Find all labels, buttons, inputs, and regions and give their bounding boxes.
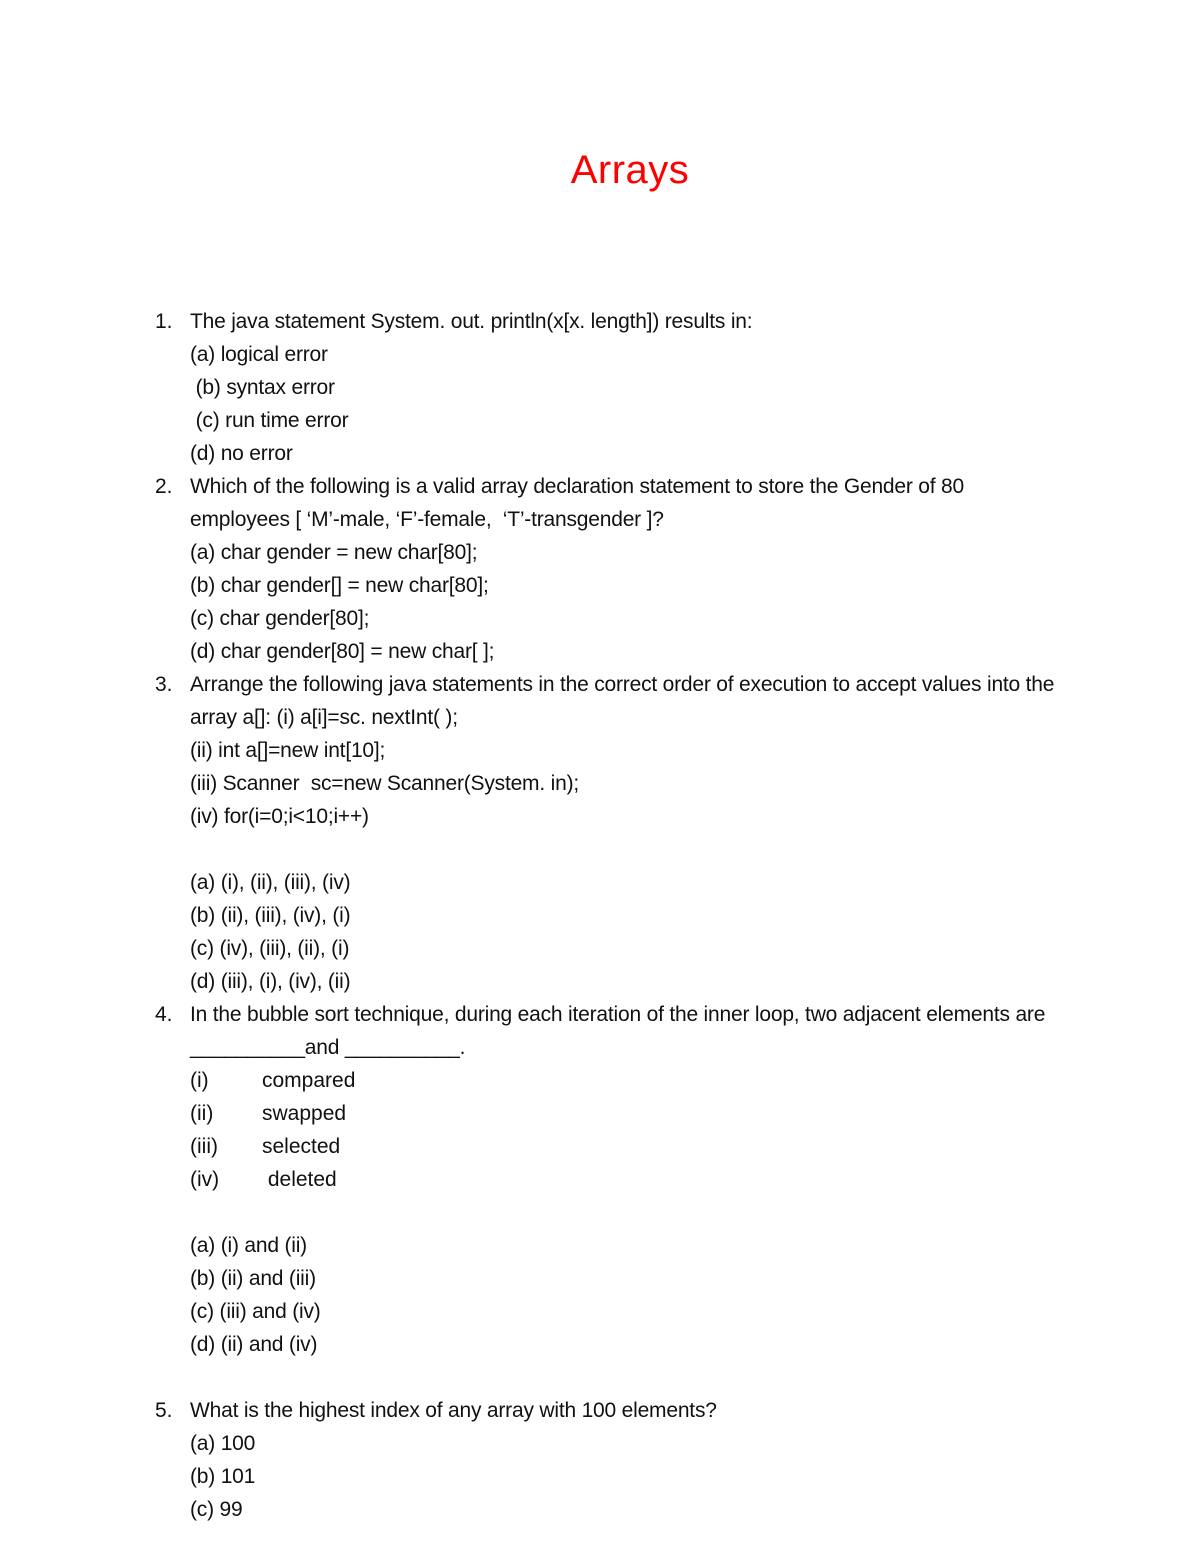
question-4-item-word: swapped xyxy=(262,1102,347,1125)
question-3-option-c: (c) (iv), (iii), (ii), (i) xyxy=(190,937,350,960)
question-5-number: 5. xyxy=(155,1399,173,1422)
question-4-stem-line-1: In the bubble sort technique, during each iteration of the inner loop, two adjacent elements are xyxy=(190,1003,1046,1026)
question-1-number: 1. xyxy=(155,310,173,333)
question-5-option-a: (a) 100 xyxy=(190,1432,256,1455)
question-3-stem-line-1: Arrange the following java statements in the correct order of execution to accept values into the xyxy=(190,673,1055,696)
question-3-number: 3. xyxy=(155,673,173,696)
question-2-option-a: (a) char gender = new char[80]; xyxy=(190,541,478,564)
question-3-option-d: (d) (iii), (i), (iv), (ii) xyxy=(190,970,351,993)
question-3-statement-ii: (ii) int a[]=new int[10]; xyxy=(190,739,386,762)
question-3-statement-iii: (iii) Scanner sc=new Scanner(System. in); xyxy=(190,772,579,795)
question-3-stem-line-2: array a[]: (i) a[i]=sc. nextInt( ); xyxy=(190,706,458,729)
question-1-option-b: (b) syntax error xyxy=(190,376,335,399)
question-1-option-d: (d) no error xyxy=(190,442,293,465)
question-4-item-roman: (iv) xyxy=(190,1168,220,1191)
question-2-option-d: (d) char gender[80] = new char[ ]; xyxy=(190,640,495,663)
question-2-stem-line-2: employees [ ‘M’-male, ‘F’-female, ‘T’-transgender ]? xyxy=(190,508,664,531)
question-4-item-word: selected xyxy=(262,1135,341,1158)
question-5-stem: What is the highest index of any array with 100 elements? xyxy=(190,1399,717,1422)
question-1-option-c: (c) run time error xyxy=(190,409,349,432)
question-2-option-b: (b) char gender[] = new char[80]; xyxy=(190,574,489,597)
page-title: Arrays xyxy=(570,148,690,192)
question-5-option-c: (c) 99 xyxy=(190,1498,243,1521)
question-4-item-word: deleted xyxy=(262,1168,337,1191)
question-3-option-b: (b) (ii), (iii), (iv), (i) xyxy=(190,904,351,927)
question-2-option-c: (c) char gender[80]; xyxy=(190,607,370,630)
question-2-number: 2. xyxy=(155,475,173,498)
question-4-option-a: (a) (i) and (ii) xyxy=(190,1234,307,1257)
question-2-stem-line-1: Which of the following is a valid array declaration statement to store the Gender of 80 xyxy=(190,475,965,498)
question-4-stem-line-2: __________and __________. xyxy=(190,1036,466,1059)
question-1-stem: The java statement System. out. println(x[x. length]) results in: xyxy=(190,310,753,333)
question-4-item-roman: (ii) xyxy=(190,1102,214,1125)
question-4-item-word: compared xyxy=(262,1069,356,1092)
question-4-option-d: (d) (ii) and (iv) xyxy=(190,1333,318,1356)
question-3-option-a: (a) (i), (ii), (iii), (iv) xyxy=(190,871,351,894)
question-4-item-roman: (i) xyxy=(190,1069,209,1092)
question-5-option-b: (b) 101 xyxy=(190,1465,256,1488)
question-4-option-c: (c) (iii) and (iv) xyxy=(190,1300,321,1323)
question-4-number: 4. xyxy=(155,1003,173,1026)
question-4-option-b: (b) (ii) and (iii) xyxy=(190,1267,316,1290)
question-1-option-a: (a) logical error xyxy=(190,343,328,366)
question-3-statement-iv: (iv) for(i=0;i<10;i++) xyxy=(190,805,369,828)
question-4-item-roman: (iii) xyxy=(190,1135,218,1158)
